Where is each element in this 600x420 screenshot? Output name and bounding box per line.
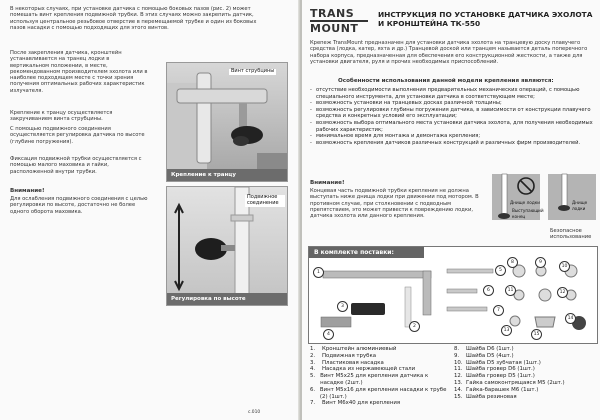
- transmount-logo: [310, 8, 372, 36]
- part-number: 9.: [454, 352, 460, 359]
- part-item: [310, 373, 448, 387]
- paragraph-transom-fix: Крепление к транцу осуществляется закручиванием винта струбцины.: [10, 110, 113, 123]
- part-description: Шайба D5 зубчатая (1шт.): [466, 359, 541, 366]
- part-number: 13.: [454, 379, 463, 386]
- part-number: 4.: [310, 366, 316, 373]
- kit-contents-box: [308, 246, 598, 344]
- logo-mount: MOUNT: [310, 22, 359, 35]
- attention-text: Для ослабления подвижного соединения с целью регулировки по высоте, достаточно не более одного оборота маховика.: [10, 196, 148, 215]
- feature-item: - минимальное время для монтажа и демонтажа крепления;: [310, 133, 594, 140]
- part-callout: 10: [559, 261, 570, 272]
- feature-item: - возможность выбора оптимального места установки датчика эхолота, для получения необходимых рабочих характеристик;: [310, 120, 594, 133]
- right-attention-heading: Внимание!: [310, 180, 345, 186]
- kit-parts-illustration: [309, 247, 597, 343]
- part-description: Гайка-барашек М6 (1шт.): [466, 386, 539, 393]
- movable-joint-label: Подвижное соединение: [245, 195, 285, 207]
- part-number: 14.: [454, 386, 463, 393]
- part-callout: 8: [507, 257, 518, 268]
- part-description: Винт М5х16 для крепления насадки к трубе (2) (1шт.): [319, 386, 447, 400]
- part-description: Шайба резиновая: [466, 393, 517, 400]
- part-item: [454, 380, 598, 387]
- part-callout: 7: [493, 305, 504, 316]
- part-callout: 9: [535, 257, 546, 268]
- clamp-screw-label: Винт струбцины: [231, 68, 275, 74]
- part-callout: 6: [483, 285, 494, 296]
- part-number: 12.: [454, 373, 463, 380]
- paragraph-fixation: Фиксация подвижной трубки осуществляется с помощью малого маховика и гайки, расположенной внутри трубки.: [10, 156, 142, 175]
- part-callout: 2: [409, 321, 420, 332]
- parts-list-left: [310, 346, 448, 407]
- part-item: [454, 373, 598, 380]
- diagram-label-bottom-2: Днище лодки: [572, 200, 588, 211]
- part-description: Подвижная трубка: [322, 352, 377, 359]
- attention-heading: Внимание!: [10, 188, 45, 194]
- part-callout: 14: [565, 313, 576, 324]
- part-number: 1.: [310, 346, 316, 352]
- diagram-label-bottom-1: Днище лодки: [510, 200, 540, 205]
- part-description: Шайба гровер D5 (1шт.): [466, 373, 535, 380]
- part-item: [310, 346, 448, 353]
- right-page: [302, 0, 600, 420]
- part-number: 2.: [310, 352, 316, 359]
- part-callout: 3: [337, 301, 348, 312]
- part-number: 11.: [454, 366, 463, 373]
- part-description: Кронштейн алюминиевый: [322, 346, 397, 352]
- part-description: Пластиковая насадка: [322, 359, 384, 366]
- photo-caption-transom: Крепление к транцу: [167, 169, 287, 181]
- part-description: Винт М5х25 для крепления датчика к насадке (2шт.): [320, 373, 429, 386]
- part-item: [454, 394, 598, 401]
- part-number: 3.: [310, 359, 316, 366]
- part-item: [454, 387, 598, 394]
- parts-list-right: [454, 346, 598, 400]
- part-callout: 13: [501, 325, 512, 336]
- logo-trans: TRANS: [310, 7, 355, 20]
- intro-paragraph: Крепеж TransMount предназначен для установки датчика эхолота на транцевую доску плавучего средства (лодка, катер, яхта и др.) Транцевой доской или транцем называется деталь поперечного набора корпуса, предназначенная для обеспечения его конструкционной жесткости, а также для установки двигателя, руля и прочих необходимых приспособлений.: [310, 40, 588, 65]
- right-attention-text: Концевая часть подвижной трубки крепления не должна выступать ниже днища лодки при движении под мотором. В противном случае, при столкновении с подводным препятствием, это может привести к повреждению лодки, датчика эхолота или данного крепления.: [310, 188, 479, 220]
- part-item: [310, 366, 448, 373]
- part-description: Насадка из нержавеющей стали: [322, 366, 416, 373]
- photo-caption-height: Регулировка по высоте: [167, 293, 287, 305]
- part-callout: 12: [557, 287, 568, 298]
- part-number: 7.: [310, 400, 316, 407]
- part-description: Винт М6х40 для крепления: [322, 400, 401, 407]
- feature-item: - возможность крепления датчиков различных конструкций и различных фирм производителей.: [310, 140, 594, 147]
- features-list: [310, 87, 594, 146]
- part-item: [310, 387, 448, 401]
- part-callout: 1: [313, 267, 324, 278]
- part-number: 10.: [454, 359, 463, 366]
- part-callout: 5: [495, 265, 506, 276]
- diagram-caption: Безопасное использование: [550, 228, 592, 240]
- paragraph-side-slots: В некоторых случаях, при установке датчика с помощью боковых пазов (рис. 2) может помешать винт крепления подвижной трубки. В этих случаях можно закрепить датчик, используя центральное резьбовое отверстие в перемещаемой трубке и один из боковых пазов насадки с помощью подходящих для этого винтов.: [10, 6, 257, 31]
- paragraph-height-adjust: С помощью подвижного соединения осуществляется регулировка датчика по высоте (глубине погружения).: [10, 126, 145, 145]
- part-description: Шайба D6 (1шт.): [466, 346, 514, 352]
- safe-use-diagram: [492, 168, 596, 244]
- part-item: [454, 346, 598, 353]
- height-adjust-photo: [166, 186, 288, 306]
- part-item: [310, 353, 448, 360]
- feature-item: - возможность установки на транцевых досках различной толщины;: [310, 100, 594, 107]
- part-number: 6.: [310, 386, 316, 393]
- part-callout: 4: [323, 329, 334, 340]
- document-title: ИНСТРУКЦИЯ ПО УСТАНОВКЕ ДАТЧИКА ЭХОЛОТА И КРОНШТЕЙНА ТК-550: [378, 10, 593, 28]
- part-number: 5.: [310, 373, 316, 380]
- diagram-label-protruding: Выступающий конец: [512, 208, 544, 219]
- part-number: 15.: [454, 393, 463, 400]
- transom-clamp-photo: [166, 62, 288, 182]
- kit-heading: В комплекте поставки:: [309, 247, 424, 258]
- part-description: Шайба гровер D6 (1шт.): [466, 366, 535, 373]
- part-item: [454, 353, 598, 360]
- paragraph-mounting: После закрепления датчика, кронштейн устанавливается на транец лодки в вертикальном положении, в месте, рекомендованном производителем эхолота или в наиболее подходящем месте с точки зрения получения оптимальных рабочих характеристик излучателя.: [10, 50, 148, 94]
- part-callout: 11: [505, 285, 516, 296]
- feature-item: - возможность регулировки глубины погружения датчика, в зависимости от конструкции плавучего средства и конкретных условий его эксплуатации;: [310, 107, 594, 120]
- boat-bottom-diagram: [492, 168, 596, 228]
- part-item: [310, 400, 448, 407]
- features-heading: Особенности использования данной модели крепления являются:: [338, 78, 554, 84]
- part-number: 8.: [454, 346, 460, 352]
- part-description: Гайка самоконтрящаяся М5 (2шт.): [466, 379, 565, 386]
- clamp-illustration: [167, 63, 287, 181]
- part-callout: 15: [531, 329, 542, 340]
- feature-item: - отсутствие необходимости выполнения предварительных механических операций, с помощью специального инструмента, для установки датчика в соответствующем месте;: [310, 87, 594, 100]
- page-number: с.010: [248, 410, 261, 415]
- part-description: Шайба D5 (4шт.): [466, 352, 514, 359]
